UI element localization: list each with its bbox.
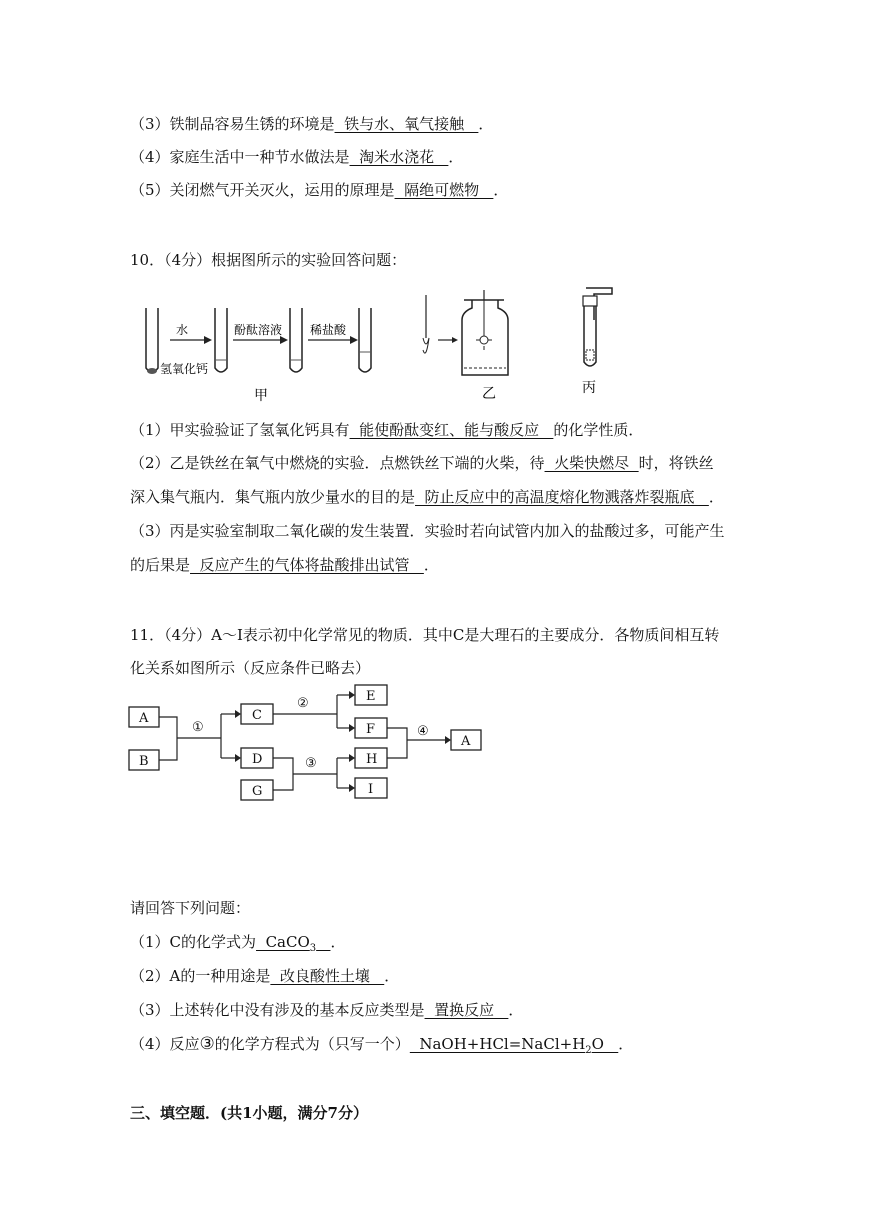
arrow-label-phenolphthalein: 酚酞溶液 (234, 323, 283, 337)
answer-blank (256, 933, 330, 954)
label-jia: 甲 (254, 388, 268, 404)
answer-line-4 (130, 147, 463, 167)
punct: ． (448, 148, 464, 166)
reaction-2-label: ② (297, 696, 309, 711)
question-text: 深入集气瓶内．集气瓶内放少量水的目的是 (130, 488, 416, 506)
test-tube-4 (359, 308, 371, 372)
q11-prompt: 请回答下列问题： (130, 899, 251, 917)
answer-line-3 (130, 114, 493, 134)
node-I: I (368, 782, 374, 797)
q10-answer-2b (130, 487, 724, 507)
subscript: 3 (309, 943, 317, 954)
node-G: G (252, 784, 263, 799)
answer-line-5 (130, 180, 508, 200)
answer-blank: 反应产生的气体将盐酸排出试管 (190, 556, 424, 574)
co2-generator-icon (583, 288, 612, 366)
punct: ． (330, 933, 346, 951)
answer-text: NaOH+HCl=NaCl+H (409, 1035, 586, 1053)
question-text: （1）C的化学式为 (130, 933, 257, 951)
reaction-3-label: ③ (305, 756, 317, 771)
question-text: （2）A的一种用途是 (130, 967, 271, 985)
answer-blank: 置换反应 (424, 1001, 509, 1019)
circled-number: ③ (199, 1034, 215, 1054)
iron-wire-icon (423, 295, 429, 353)
punct: ． (423, 556, 439, 574)
reaction-4-label: ④ (417, 724, 429, 739)
punct: ． (493, 181, 509, 199)
q10-answer-3: （3）丙是实验室制取二氧化碳的发生装置．实验时若向试管内加入的盐酸过多，可能产生 (130, 522, 725, 540)
question-text: （4）家庭生活中一种节水做法是 (130, 148, 350, 166)
answer-blank (409, 1035, 619, 1056)
answer-blank: 隔绝可燃物 (394, 181, 494, 199)
answer-text: CaCO (256, 933, 310, 951)
reagent-label: 氢氧化钙 (160, 362, 209, 376)
arrow-label-hcl: 稀盐酸 (310, 323, 347, 337)
node-C: C (252, 708, 262, 723)
q11-answer-2 (130, 966, 399, 986)
question-text: 时，将铁丝 (638, 454, 714, 472)
test-tube-2 (215, 308, 227, 372)
q11-answer-1 (130, 932, 345, 959)
question-text: （3）上述转化中没有涉及的基本反应类型是 (130, 1001, 425, 1019)
answer-blank: 能使酚酞变红、能与酸反应 (349, 421, 554, 439)
answer-blank: 铁与水、氧气接触 (334, 115, 479, 133)
node-A: A (139, 711, 149, 726)
q10-answer-1 (130, 420, 643, 440)
punct: ． (478, 115, 494, 133)
node-H: H (366, 752, 378, 767)
node-E: E (366, 689, 376, 704)
question-text: 的后果是 (130, 556, 191, 574)
q10-experiment-figure (130, 280, 630, 405)
question-text: （5）关闭燃气开关灭火，运用的原理是 (130, 181, 395, 199)
punct: ． (384, 967, 400, 985)
q11-answer-3 (130, 1000, 523, 1020)
node-B: B (139, 754, 149, 769)
reaction-1-label: ① (192, 720, 204, 735)
q11-title: 11．（4分）A～I表示初中化学常见的物质．其中C是大理石的主要成分．各物质间相互转 (130, 626, 720, 644)
q10-answer-2 (130, 453, 714, 473)
q11-relation-diagram (125, 680, 485, 805)
gas-jar-icon (462, 290, 508, 375)
node-F: F (366, 722, 376, 737)
answer-text-2: O (591, 1035, 619, 1053)
node-D: D (252, 752, 263, 767)
node-A-product: A (461, 734, 471, 749)
test-tube-3 (290, 308, 302, 372)
question-text: （2）乙是铁丝在氧气中燃烧的实验．点燃铁丝下端的火柴，待 (130, 454, 545, 472)
section-3-title: 三、填空题．(共1小题，满分7分） (130, 1104, 368, 1122)
question-text: （3）铁制品容易生锈的环境是 (130, 115, 335, 133)
answer-blank: 改良酸性土壤 (270, 967, 385, 985)
punct: ． (708, 488, 724, 506)
answer-blank: 淘米水浇花 (349, 148, 449, 166)
label-bing: 丙 (582, 380, 596, 396)
question-text: 的化学方程式为（只写一个） (214, 1035, 410, 1053)
q10-answer-3b (130, 555, 439, 575)
question-text: 的化学性质． (553, 421, 644, 439)
q11-title-2: 化关系如图所示（反应条件已略去） (130, 659, 371, 677)
test-tube-1 (146, 308, 158, 374)
question-text: （1）甲实验验证了氢氧化钙具有 (130, 421, 350, 439)
punct: ． (508, 1001, 524, 1019)
punct: ． (618, 1035, 634, 1053)
subscript: 2 (585, 1045, 592, 1056)
question-text: （4）反应 (130, 1035, 200, 1053)
q11-answer-4 (130, 1034, 633, 1061)
answer-blank: 防止反应中的高温度熔化物溅落炸裂瓶底 (415, 488, 709, 506)
answer-blank: 火柴快燃尽 (544, 454, 639, 472)
arrow-label-water: 水 (176, 323, 189, 337)
q10-title: 10．（4分）根据图所示的实验回答问题： (130, 251, 407, 269)
label-yi: 乙 (482, 386, 496, 402)
answer-pad (316, 933, 330, 951)
